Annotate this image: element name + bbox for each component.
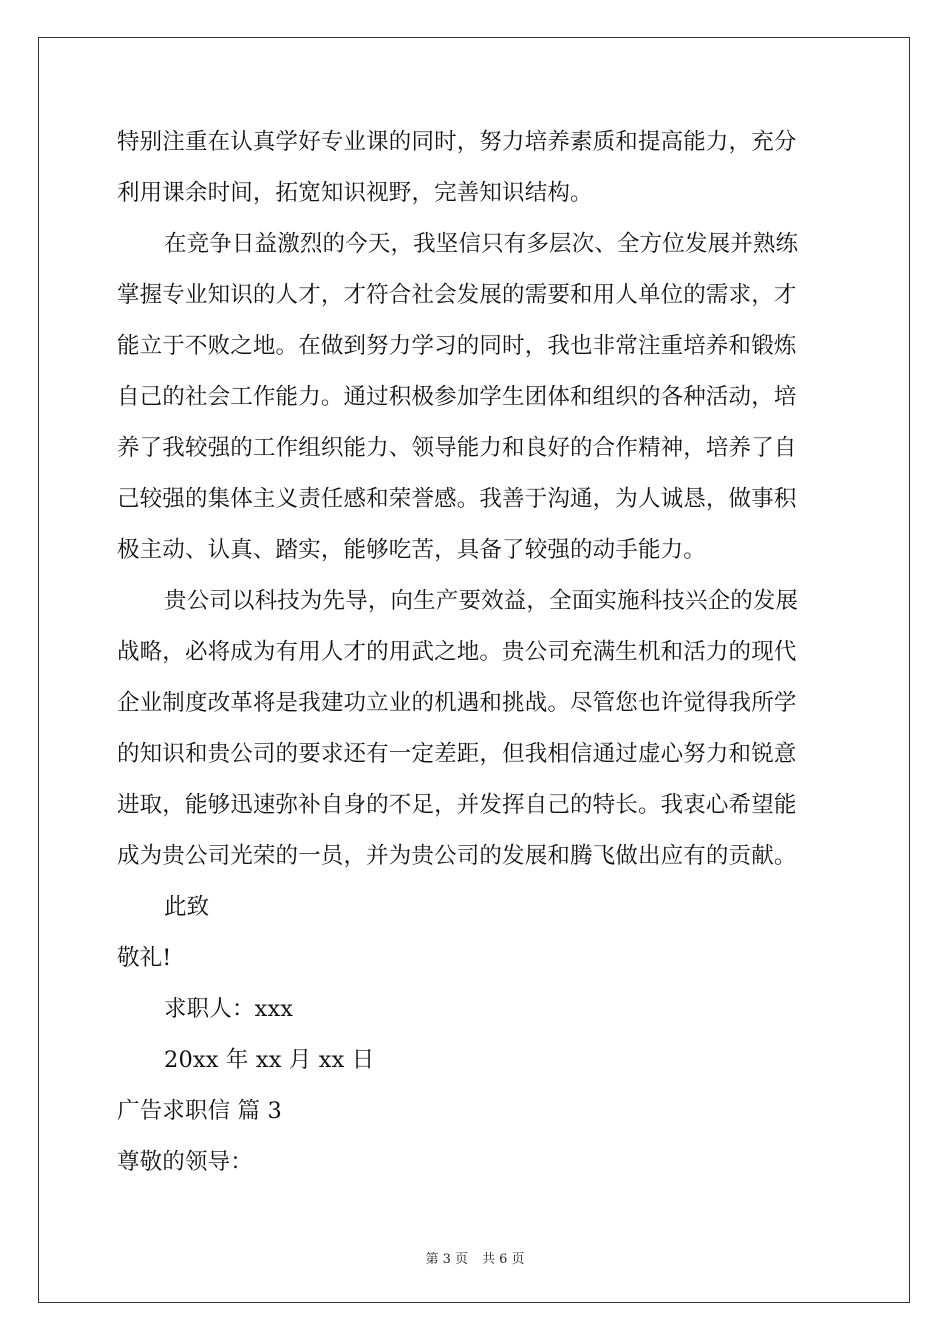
paragraph-line: 己较强的集体主义责任感和荣誉感。我善于沟通，为人诚恳，做事积 xyxy=(117,486,797,512)
applicant-signature: 求职人：xxx xyxy=(164,996,294,1022)
paragraph-line: 极主动、认真、踏实，能够吃苦，具备了较强的动手能力。 xyxy=(117,537,706,563)
paragraph-line: 掌握专业知识的人才，才符合社会发展的需要和用人单位的需求，才 xyxy=(117,282,797,308)
paragraph-line: 进取，能够迅速弥补自身的不足，并发挥自己的特长。我衷心希望能 xyxy=(117,792,797,818)
letter-greeting: 尊敬的领导： xyxy=(117,1149,253,1175)
closing-salutation: 此致 xyxy=(164,894,210,920)
signature-date: 20xx 年 xx 月 xx 日 xyxy=(164,1047,375,1073)
paragraph-line: 特别注重在认真学好专业课的同时，努力培养素质和提高能力，充分 xyxy=(117,129,797,155)
paragraph-line: 自己的社会工作能力。通过积极参加学生团体和组织的各种活动，培 xyxy=(117,384,797,410)
paragraph-line: 利用课余时间，拓宽知识视野，完善知识结构。 xyxy=(117,180,593,206)
paragraph-line: 能立于不败之地。在做到努力学习的同时，我也非常注重培养和锻炼 xyxy=(117,333,797,359)
paragraph-line: 战略，必将成为有用人才的用武之地。贵公司充满生机和活力的现代 xyxy=(117,639,797,665)
page-number: 第 3 页 xyxy=(425,1252,468,1267)
paragraph-line: 养了我较强的工作组织能力、领导能力和良好的合作精神，培养了自 xyxy=(117,435,797,461)
paragraph-line: 企业制度改革将是我建功立业的机遇和挑战。尽管您也许觉得我所学 xyxy=(117,690,797,716)
page-total: 共 6 页 xyxy=(482,1252,525,1267)
paragraph-line: 的知识和贵公司的要求还有一定差距，但我相信通过虚心努力和锐意 xyxy=(117,741,797,767)
closing-regards: 敬礼! xyxy=(117,945,172,971)
paragraph-line: 在竞争日益激烈的今天，我坚信只有多层次、全方位发展并熟练 xyxy=(164,231,799,257)
section-heading: 广告求职信 篇 3 xyxy=(117,1098,282,1124)
page-footer xyxy=(0,1248,950,1267)
paragraph-line: 成为贵公司光荣的一员，并为贵公司的发展和腾飞做出应有的贡献。 xyxy=(117,843,797,869)
paragraph-line: 贵公司以科技为先导，向生产要效益，全面实施科技兴企的发展 xyxy=(164,588,799,614)
